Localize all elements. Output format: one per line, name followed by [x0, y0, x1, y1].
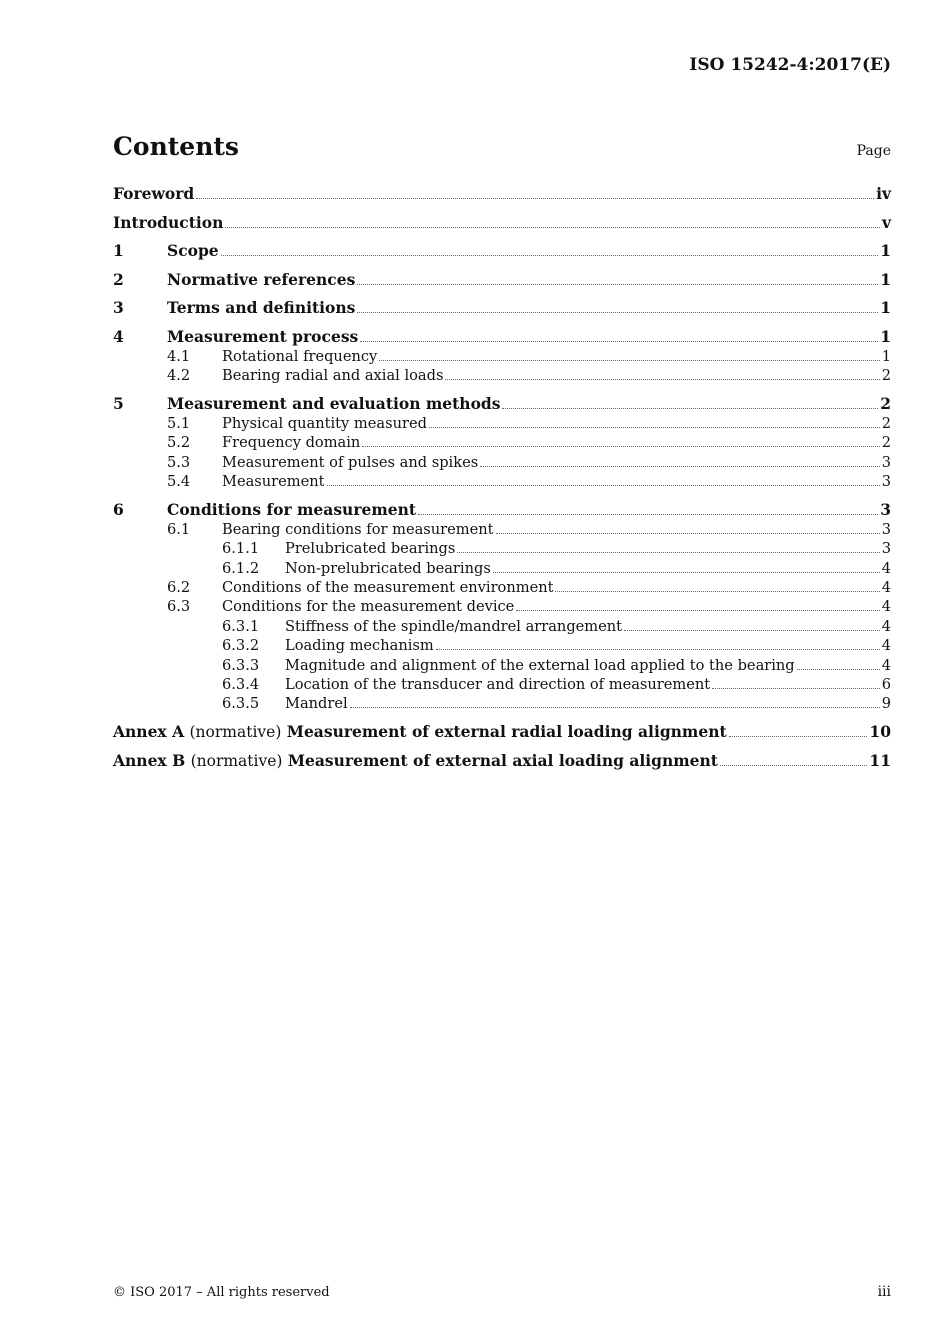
toc-entry-section-5-1[interactable]: [113, 414, 891, 433]
toc-entry-section-4-1[interactable]: [113, 347, 891, 366]
toc-entry-label: Physical quantity measured: [222, 414, 427, 432]
toc-entry-page: 3: [881, 520, 891, 538]
toc-entry-page: 4: [881, 656, 891, 674]
annex-title: Measurement of external radial loading alignment: [286, 722, 727, 742]
toc-entry-section-6-3-3[interactable]: [113, 656, 891, 675]
toc-entry-section-6-3-5[interactable]: [113, 694, 891, 713]
dot-leader: [516, 610, 879, 611]
toc-entry-section-5-3[interactable]: [113, 453, 891, 472]
annex-type: (normative): [190, 751, 283, 770]
toc-entry-number: 6.1.2: [222, 559, 260, 577]
toc-entry-number: 6: [113, 499, 124, 519]
toc-entry-number: 6.3: [167, 598, 191, 616]
toc-entry-page: 6: [881, 675, 891, 693]
toc-entry-number: 6.3.1: [222, 617, 260, 635]
table-of-contents: [113, 184, 891, 771]
page-number: iii: [877, 1284, 891, 1300]
annex-title: Measurement of external axial loading alignment: [287, 750, 718, 770]
dot-leader: [357, 312, 878, 313]
toc-entry-label: Non-prelubricated bearings: [285, 559, 491, 577]
toc-entry-section-6-3-4[interactable]: [113, 675, 891, 694]
toc-entry-label: Frequency domain: [222, 434, 361, 452]
toc-entry-section-5-4[interactable]: [113, 472, 891, 491]
toc-entry-page: 4: [881, 617, 891, 635]
toc-entry-label: Mandrel: [285, 695, 348, 713]
toc-entry-label: [113, 722, 727, 742]
toc-entry-page: 1: [880, 241, 891, 260]
dot-leader: [196, 198, 874, 199]
toc-entry-page: 2: [881, 434, 891, 452]
toc-entry-label: Scope: [167, 241, 219, 260]
dot-leader: [379, 360, 879, 361]
toc-entry-label: Conditions for the measurement device: [222, 598, 515, 616]
page-column-label: Page: [856, 143, 891, 159]
toc-entry-number: 1: [113, 241, 124, 260]
toc-entry-label: Measurement and evaluation methods: [167, 393, 501, 413]
toc-entry-page: 10: [869, 722, 891, 742]
toc-entry-label: Normative references: [167, 269, 356, 289]
toc-entry-section-3[interactable]: [113, 298, 891, 318]
toc-entry-section-5-2[interactable]: [113, 433, 891, 452]
toc-entry-label: Measurement process: [167, 326, 359, 346]
toc-entry-page: 4: [881, 598, 891, 616]
toc-entry-section-4-2[interactable]: [113, 366, 891, 385]
dot-leader: [496, 533, 880, 534]
toc-entry-section-6-1[interactable]: [113, 520, 891, 539]
dot-leader: [480, 466, 880, 467]
toc-entry-section-4[interactable]: [113, 327, 891, 347]
dot-leader: [221, 255, 879, 256]
toc-entry-page: 2: [881, 414, 891, 432]
dot-leader: [720, 765, 867, 766]
toc-entry-label: Stiffness of the spindle/mandrel arrangement: [285, 617, 623, 635]
toc-entry-label: Measurement of pulses and spikes: [222, 453, 479, 471]
toc-entry-section-6-3-1[interactable]: [113, 617, 891, 636]
toc-entry-number: 5.3: [167, 453, 191, 471]
toc-entry-page: 4: [881, 559, 891, 577]
toc-entry-page: 3: [880, 499, 891, 519]
toc-entry-label: Bearing radial and axial loads: [222, 366, 444, 384]
toc-entry-page: 2: [881, 366, 891, 384]
toc-entry-page: 11: [869, 750, 891, 770]
toc-entry-label: Prelubricated bearings: [285, 540, 456, 558]
toc-entry-annex-a[interactable]: [113, 722, 891, 742]
dot-leader: [418, 514, 878, 515]
toc-entry-number: 6.2: [167, 579, 191, 597]
dot-leader: [362, 446, 879, 447]
dot-leader: [445, 379, 879, 380]
dot-leader: [225, 227, 880, 228]
toc-entry-section-5[interactable]: [113, 394, 891, 414]
toc-entry-number: 5.2: [167, 434, 191, 452]
toc-entry-number: 2: [113, 269, 124, 289]
toc-entry-number: 6.3.5: [222, 695, 260, 713]
toc-entry-page: 3: [881, 540, 891, 558]
toc-entry-page: 3: [881, 472, 891, 490]
toc-entry-page: v: [881, 212, 891, 232]
toc-entry-label: Magnitude and alignment of the external load applied to the bearing: [285, 656, 795, 674]
toc-entry-foreword[interactable]: [113, 184, 891, 204]
toc-entry-annex-b[interactable]: [113, 751, 891, 771]
toc-entry-section-2[interactable]: [113, 270, 891, 290]
dot-leader: [712, 688, 880, 689]
annex-prefix: Annex A: [113, 722, 185, 742]
toc-entry-page: 4: [881, 579, 891, 597]
toc-entry-page: 9: [881, 695, 891, 713]
dot-leader: [457, 552, 879, 553]
dot-leader: [429, 427, 880, 428]
toc-entry-section-1[interactable]: [113, 241, 891, 261]
toc-entry-number: 4: [113, 326, 124, 346]
toc-entry-number: 5.1: [167, 414, 191, 432]
toc-entry-label: Rotational frequency: [222, 347, 378, 365]
toc-entry-number: 6.3.4: [222, 675, 260, 693]
toc-entry-label: Foreword: [113, 184, 195, 203]
annex-prefix: Annex B: [113, 750, 186, 770]
toc-entry-section-6-1-1[interactable]: [113, 539, 891, 558]
toc-entry-page: 1: [881, 347, 891, 365]
toc-entry-label: [113, 751, 718, 771]
toc-entry-page: 2: [880, 393, 891, 413]
toc-entry-number: 3: [113, 298, 124, 317]
annex-type: (normative): [189, 723, 282, 742]
toc-entry-label: Conditions of the measurement environment: [222, 579, 554, 597]
toc-entry-number: 6.1.1: [222, 540, 260, 558]
toc-entry-number: 4.2: [167, 366, 191, 384]
toc-entry-page: iv: [876, 184, 891, 203]
toc-entry-page: 1: [880, 269, 891, 289]
toc-entry-label: Bearing conditions for measurement: [222, 520, 494, 538]
dot-leader: [624, 630, 880, 631]
dot-leader: [360, 341, 878, 342]
toc-entry-label: Terms and definitions: [167, 298, 356, 317]
toc-entry-section-6-2[interactable]: [113, 578, 891, 597]
dot-leader: [436, 649, 880, 650]
dot-leader: [555, 591, 879, 592]
toc-entry-number: 5.4: [167, 472, 191, 490]
toc-entry-section-6-1-2[interactable]: [113, 559, 891, 578]
toc-entry-section-6[interactable]: [113, 500, 891, 520]
toc-entry-number: 6.3.3: [222, 656, 260, 674]
dot-leader: [357, 284, 878, 285]
document-code: ISO 15242-4:2017(E): [689, 55, 891, 75]
toc-entry-section-6-3-2[interactable]: [113, 636, 891, 655]
toc-entry-label: Location of the transducer and direction of measurement: [285, 675, 711, 693]
toc-entry-page: 3: [881, 453, 891, 471]
toc-entry-label: Introduction: [113, 212, 224, 232]
dot-leader: [502, 408, 878, 409]
toc-entry-page: 1: [880, 326, 891, 346]
toc-entry-label: Loading mechanism: [285, 637, 434, 655]
page-title: Contents: [113, 132, 240, 161]
toc-entry-number: 6.3.2: [222, 637, 260, 655]
toc-entry-label: Measurement: [222, 472, 325, 490]
toc-entry-page: 1: [880, 298, 891, 317]
dot-leader: [797, 669, 880, 670]
toc-entry-label: Conditions for measurement: [167, 499, 417, 519]
toc-entry-page: 4: [881, 637, 891, 655]
toc-entry-introduction[interactable]: [113, 213, 891, 233]
copyright-notice: © ISO 2017 – All rights reserved: [113, 1285, 330, 1300]
toc-entry-section-6-3[interactable]: [113, 597, 891, 616]
dot-leader: [350, 707, 880, 708]
dot-leader: [493, 572, 880, 573]
toc-entry-number: 6.1: [167, 520, 191, 538]
toc-entry-number: 5: [113, 393, 124, 413]
toc-entry-number: 4.1: [167, 347, 191, 365]
dot-leader: [729, 736, 868, 737]
dot-leader: [327, 485, 880, 486]
